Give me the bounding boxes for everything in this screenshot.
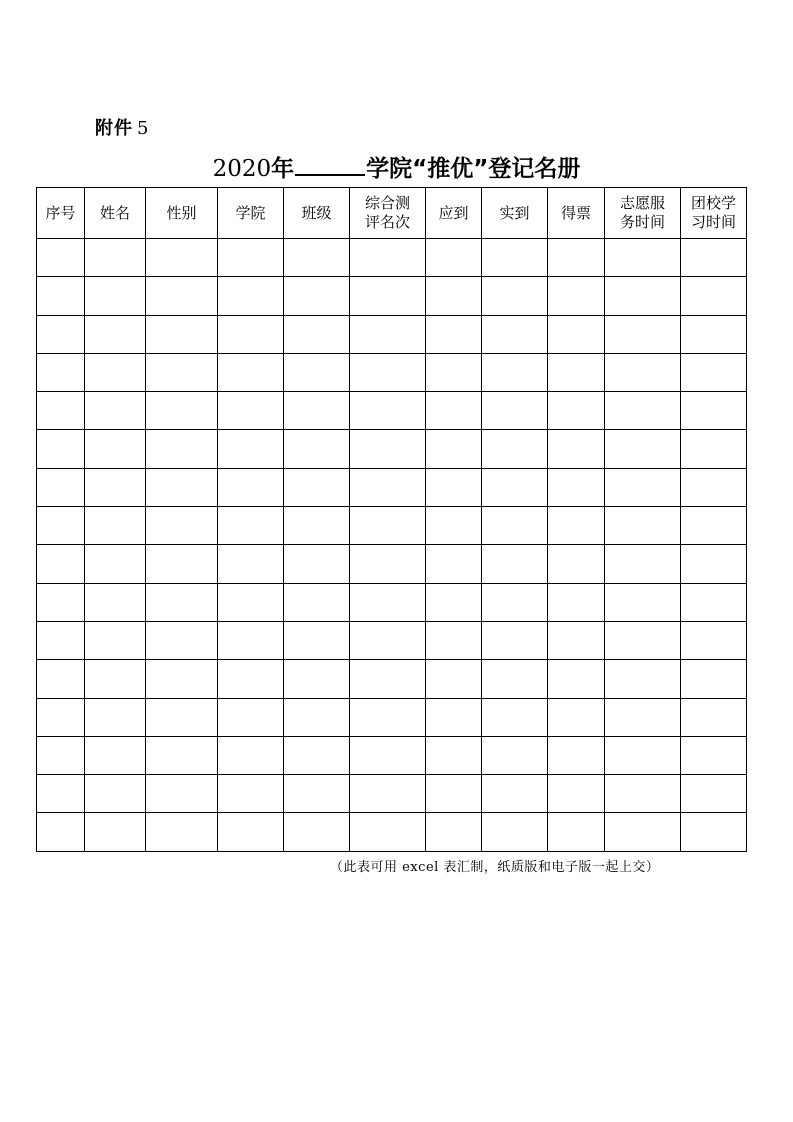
table-body [37, 239, 747, 852]
table-cell[interactable] [146, 775, 218, 813]
column-header: 姓名 [85, 188, 146, 239]
table-cell[interactable] [146, 315, 218, 353]
table-cell[interactable] [426, 698, 482, 736]
table-cell[interactable] [350, 583, 426, 621]
table-cell[interactable] [426, 736, 482, 774]
table-cell[interactable] [350, 468, 426, 506]
table-cell[interactable] [681, 507, 747, 545]
table-cell[interactable] [284, 507, 350, 545]
table-cell[interactable] [548, 239, 605, 277]
table-cell[interactable] [605, 660, 681, 698]
table-cell[interactable] [37, 698, 85, 736]
table-cell[interactable] [548, 736, 605, 774]
table-cell[interactable] [146, 239, 218, 277]
table-cell[interactable] [284, 775, 350, 813]
table-cell[interactable] [37, 430, 85, 468]
table-cell[interactable] [146, 277, 218, 315]
table-cell[interactable] [482, 736, 548, 774]
table-row [37, 353, 747, 391]
register-table [36, 187, 747, 852]
attachment-label [95, 114, 149, 140]
table-cell[interactable] [482, 545, 548, 583]
table-cell[interactable] [85, 660, 146, 698]
table-cell[interactable] [37, 315, 85, 353]
table-cell[interactable] [605, 315, 681, 353]
column-header: 序号 [37, 188, 85, 239]
table-cell[interactable] [548, 813, 605, 851]
table-cell[interactable] [605, 583, 681, 621]
table-cell[interactable] [426, 430, 482, 468]
table-cell[interactable] [218, 315, 284, 353]
table-cell[interactable] [548, 507, 605, 545]
table-cell[interactable] [605, 698, 681, 736]
table-cell[interactable] [218, 392, 284, 430]
table-cell[interactable] [681, 698, 747, 736]
table-cell[interactable] [146, 507, 218, 545]
table-cell[interactable] [681, 660, 747, 698]
table-cell[interactable] [482, 813, 548, 851]
table-cell[interactable] [85, 621, 146, 659]
table-cell[interactable] [146, 621, 218, 659]
table-cell[interactable] [37, 353, 85, 391]
table-cell[interactable] [218, 277, 284, 315]
table-cell[interactable] [218, 353, 284, 391]
table-cell[interactable] [37, 775, 85, 813]
table-cell[interactable] [218, 813, 284, 851]
title-year: 2020 [212, 156, 272, 182]
table-cell[interactable] [482, 239, 548, 277]
table-cell[interactable] [548, 277, 605, 315]
table-cell[interactable] [681, 545, 747, 583]
table-cell[interactable] [284, 468, 350, 506]
table-cell[interactable] [482, 621, 548, 659]
table-cell[interactable] [605, 621, 681, 659]
table-cell[interactable] [426, 239, 482, 277]
table-cell[interactable] [548, 430, 605, 468]
table-cell[interactable] [426, 315, 482, 353]
table-cell[interactable] [284, 660, 350, 698]
table-row [37, 239, 747, 277]
table-cell[interactable] [284, 239, 350, 277]
column-header: 团校学 习时间 [681, 188, 747, 239]
title-tail: 学院“推优”登记名册 [366, 156, 581, 182]
table-cell[interactable] [605, 507, 681, 545]
table-cell[interactable] [37, 621, 85, 659]
table-cell[interactable] [85, 353, 146, 391]
table-cell[interactable] [218, 621, 284, 659]
column-header: 学院 [218, 188, 284, 239]
table-cell[interactable] [350, 736, 426, 774]
table-cell[interactable] [284, 813, 350, 851]
table-cell[interactable] [146, 468, 218, 506]
table-cell[interactable] [605, 736, 681, 774]
column-header: 性别 [146, 188, 218, 239]
table-cell[interactable] [284, 698, 350, 736]
table-cell[interactable] [548, 392, 605, 430]
table-cell[interactable] [426, 353, 482, 391]
table-cell[interactable] [37, 468, 85, 506]
table-cell[interactable] [681, 277, 747, 315]
table-footnote: （此表可用 excel 表汇制，纸质版和电子版一起上交） [330, 860, 660, 875]
table-cell[interactable] [85, 813, 146, 851]
table-row [37, 660, 747, 698]
table-cell[interactable] [85, 239, 146, 277]
table-cell[interactable] [284, 353, 350, 391]
table-cell[interactable] [426, 775, 482, 813]
table-cell[interactable] [350, 507, 426, 545]
table-cell[interactable] [350, 698, 426, 736]
table-cell[interactable] [284, 736, 350, 774]
table-cell[interactable] [605, 468, 681, 506]
table-cell[interactable] [146, 545, 218, 583]
table-cell[interactable] [605, 277, 681, 315]
table-row [37, 430, 747, 468]
column-header: 综合测 评名次 [350, 188, 426, 239]
table-cell[interactable] [350, 660, 426, 698]
table-cell[interactable] [681, 353, 747, 391]
table-cell[interactable] [426, 277, 482, 315]
table-cell[interactable] [426, 392, 482, 430]
table-cell[interactable] [426, 583, 482, 621]
table-cell[interactable] [350, 392, 426, 430]
table-cell[interactable] [37, 813, 85, 851]
table-row [37, 392, 747, 430]
table-cell[interactable] [548, 468, 605, 506]
table-cell[interactable] [548, 315, 605, 353]
table-cell[interactable] [350, 277, 426, 315]
table-row [37, 813, 747, 851]
table-row [37, 583, 747, 621]
table-cell[interactable] [482, 315, 548, 353]
table-cell[interactable] [37, 239, 85, 277]
table-cell[interactable] [284, 621, 350, 659]
column-header: 实到 [482, 188, 548, 239]
table-cell[interactable] [605, 545, 681, 583]
table-cell[interactable] [426, 545, 482, 583]
table-cell[interactable] [218, 507, 284, 545]
table-cell[interactable] [146, 430, 218, 468]
table-cell[interactable] [426, 507, 482, 545]
table-cell[interactable] [85, 392, 146, 430]
table-cell[interactable] [85, 277, 146, 315]
table-cell[interactable] [605, 392, 681, 430]
table-cell[interactable] [37, 392, 85, 430]
table-cell[interactable] [605, 813, 681, 851]
table-cell[interactable] [681, 621, 747, 659]
table-cell[interactable] [85, 507, 146, 545]
table-cell[interactable] [85, 583, 146, 621]
table-cell[interactable] [350, 239, 426, 277]
table-cell[interactable] [482, 775, 548, 813]
table-row [37, 698, 747, 736]
table-cell[interactable] [85, 545, 146, 583]
table-cell[interactable] [146, 392, 218, 430]
table-cell[interactable] [482, 277, 548, 315]
table-row [37, 468, 747, 506]
table-cell[interactable] [548, 545, 605, 583]
table-header-row [37, 188, 747, 239]
table-cell[interactable] [605, 353, 681, 391]
table-cell[interactable] [681, 315, 747, 353]
table-cell[interactable] [548, 660, 605, 698]
table-cell[interactable] [548, 698, 605, 736]
page-title [0, 150, 793, 183]
table-cell[interactable] [681, 736, 747, 774]
table-cell[interactable] [548, 775, 605, 813]
table-cell[interactable] [482, 353, 548, 391]
column-header: 得票 [548, 188, 605, 239]
table-cell[interactable] [482, 392, 548, 430]
table-cell[interactable] [85, 315, 146, 353]
table-cell[interactable] [218, 736, 284, 774]
table-cell[interactable] [218, 545, 284, 583]
table-cell[interactable] [146, 583, 218, 621]
table-row [37, 736, 747, 774]
table-row [37, 315, 747, 353]
column-header: 班级 [284, 188, 350, 239]
table-cell[interactable] [482, 507, 548, 545]
table-cell[interactable] [37, 507, 85, 545]
table-cell[interactable] [218, 698, 284, 736]
title-year-suffix: 年 [271, 156, 295, 182]
table-cell[interactable] [218, 430, 284, 468]
table-cell[interactable] [37, 277, 85, 315]
table-cell[interactable] [284, 315, 350, 353]
table-cell[interactable] [681, 775, 747, 813]
table-cell[interactable] [548, 583, 605, 621]
table-cell[interactable] [681, 392, 747, 430]
table-cell[interactable] [426, 621, 482, 659]
attachment-text: 附件 [95, 118, 133, 139]
table-cell[interactable] [85, 775, 146, 813]
table-cell[interactable] [218, 239, 284, 277]
table-cell[interactable] [37, 545, 85, 583]
table-cell[interactable] [605, 430, 681, 468]
table-cell[interactable] [350, 545, 426, 583]
table-cell[interactable] [482, 660, 548, 698]
column-header: 志愿服 务时间 [605, 188, 681, 239]
table-cell[interactable] [85, 698, 146, 736]
table-cell[interactable] [37, 660, 85, 698]
table-cell[interactable] [284, 430, 350, 468]
table-cell[interactable] [482, 698, 548, 736]
table-cell[interactable] [350, 621, 426, 659]
table-cell[interactable] [605, 775, 681, 813]
table-cell[interactable] [218, 660, 284, 698]
table-cell[interactable] [681, 813, 747, 851]
table-cell[interactable] [218, 775, 284, 813]
table-cell[interactable] [85, 736, 146, 774]
table-cell[interactable] [146, 353, 218, 391]
table-cell[interactable] [350, 315, 426, 353]
table-cell[interactable] [350, 353, 426, 391]
title-blank-line [295, 152, 365, 176]
table-row [37, 775, 747, 813]
table-cell[interactable] [146, 660, 218, 698]
table-cell[interactable] [681, 239, 747, 277]
table-cell[interactable] [284, 277, 350, 315]
table-cell[interactable] [146, 736, 218, 774]
table-row [37, 621, 747, 659]
table-cell[interactable] [284, 392, 350, 430]
table-cell[interactable] [85, 468, 146, 506]
table-row [37, 507, 747, 545]
column-header: 应到 [426, 188, 482, 239]
table-cell[interactable] [426, 468, 482, 506]
table-cell[interactable] [681, 583, 747, 621]
table-cell[interactable] [85, 430, 146, 468]
table-row [37, 277, 747, 315]
table-cell[interactable] [37, 736, 85, 774]
table-cell[interactable] [350, 813, 426, 851]
table-cell[interactable] [426, 813, 482, 851]
table-cell[interactable] [482, 468, 548, 506]
table-cell[interactable] [146, 813, 218, 851]
table-cell[interactable] [350, 430, 426, 468]
table-cell[interactable] [218, 583, 284, 621]
table-row [37, 545, 747, 583]
table-cell[interactable] [426, 660, 482, 698]
table-cell[interactable] [482, 430, 548, 468]
table-cell[interactable] [284, 545, 350, 583]
table-cell[interactable] [681, 468, 747, 506]
table-cell[interactable] [681, 430, 747, 468]
table-cell[interactable] [37, 583, 85, 621]
table-cell[interactable] [605, 239, 681, 277]
table-cell[interactable] [218, 468, 284, 506]
table-cell[interactable] [482, 583, 548, 621]
table-cell[interactable] [548, 353, 605, 391]
attachment-number: 5 [137, 118, 150, 139]
table-cell[interactable] [548, 621, 605, 659]
table-cell[interactable] [350, 775, 426, 813]
table-cell[interactable] [284, 583, 350, 621]
table-cell[interactable] [146, 698, 218, 736]
